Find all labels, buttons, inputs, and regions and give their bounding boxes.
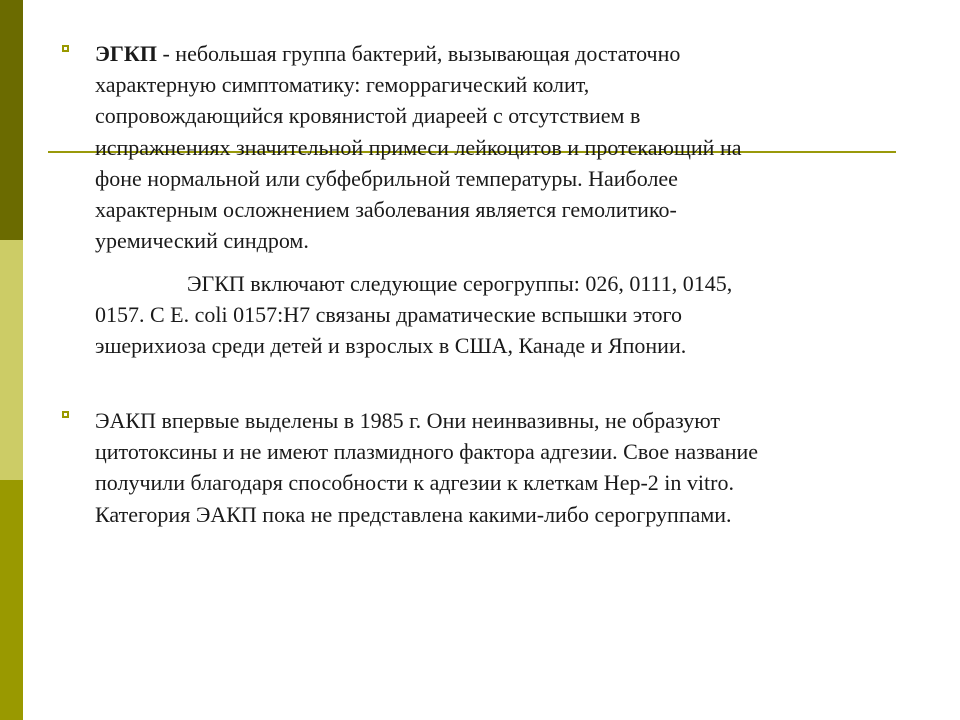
text-line: эшерихиоза среди детей и взрослых в США, Канаде и Японии. [95, 333, 687, 359]
hollow-square-bullet-icon [62, 45, 69, 52]
text-line: характерную симптоматику: геморрагический колит, [95, 72, 590, 98]
text-line: фоне нормальной или субфебрильной температуры. Наиболее [95, 165, 678, 191]
text-line: Категория ЭАКП пока не представлена какими-либо серогруппами. [95, 501, 732, 527]
text-line: характерным осложнением заболевания является гемолитико- [95, 197, 677, 223]
side-band-middle [0, 240, 23, 480]
side-band-bottom [0, 480, 23, 720]
text-line: ЭАКП впервые выделены в 1985 г. Они неинвазивны, не образуют [95, 408, 720, 433]
bullet-paragraph-egkp [95, 38, 905, 256]
side-band-top [0, 0, 23, 240]
paragraph-serogroups [95, 268, 885, 362]
text-line: ЭГКП включают следующие серогруппы: 026, 0111, 0145, [187, 271, 733, 296]
text-line: испражнениях значительной примеси лейкоцитов и протекающий на [95, 134, 742, 160]
text-line: цитотоксины и не имеют плазмидного фактора адгезии. Свое название [95, 439, 759, 465]
text-line: получили благодаря способности к адгезии к клеткам Нер-2 in vitro. [95, 470, 734, 496]
hollow-square-bullet-icon [62, 411, 69, 418]
term-egkp: ЭГКП [95, 41, 157, 66]
text-line: сопровождающийся кровянистой диареей с отсутствием в [95, 103, 641, 129]
text-line: 0157. С Е. coli 0157:Н7 связаны драматические вспышки этого [95, 302, 682, 328]
text-line: уремический синдром. [95, 228, 309, 254]
bullet-paragraph-eakp [95, 405, 915, 530]
text-line: ЭГКП - небольшая группа бактерий, вызывающая достаточно [95, 41, 681, 66]
